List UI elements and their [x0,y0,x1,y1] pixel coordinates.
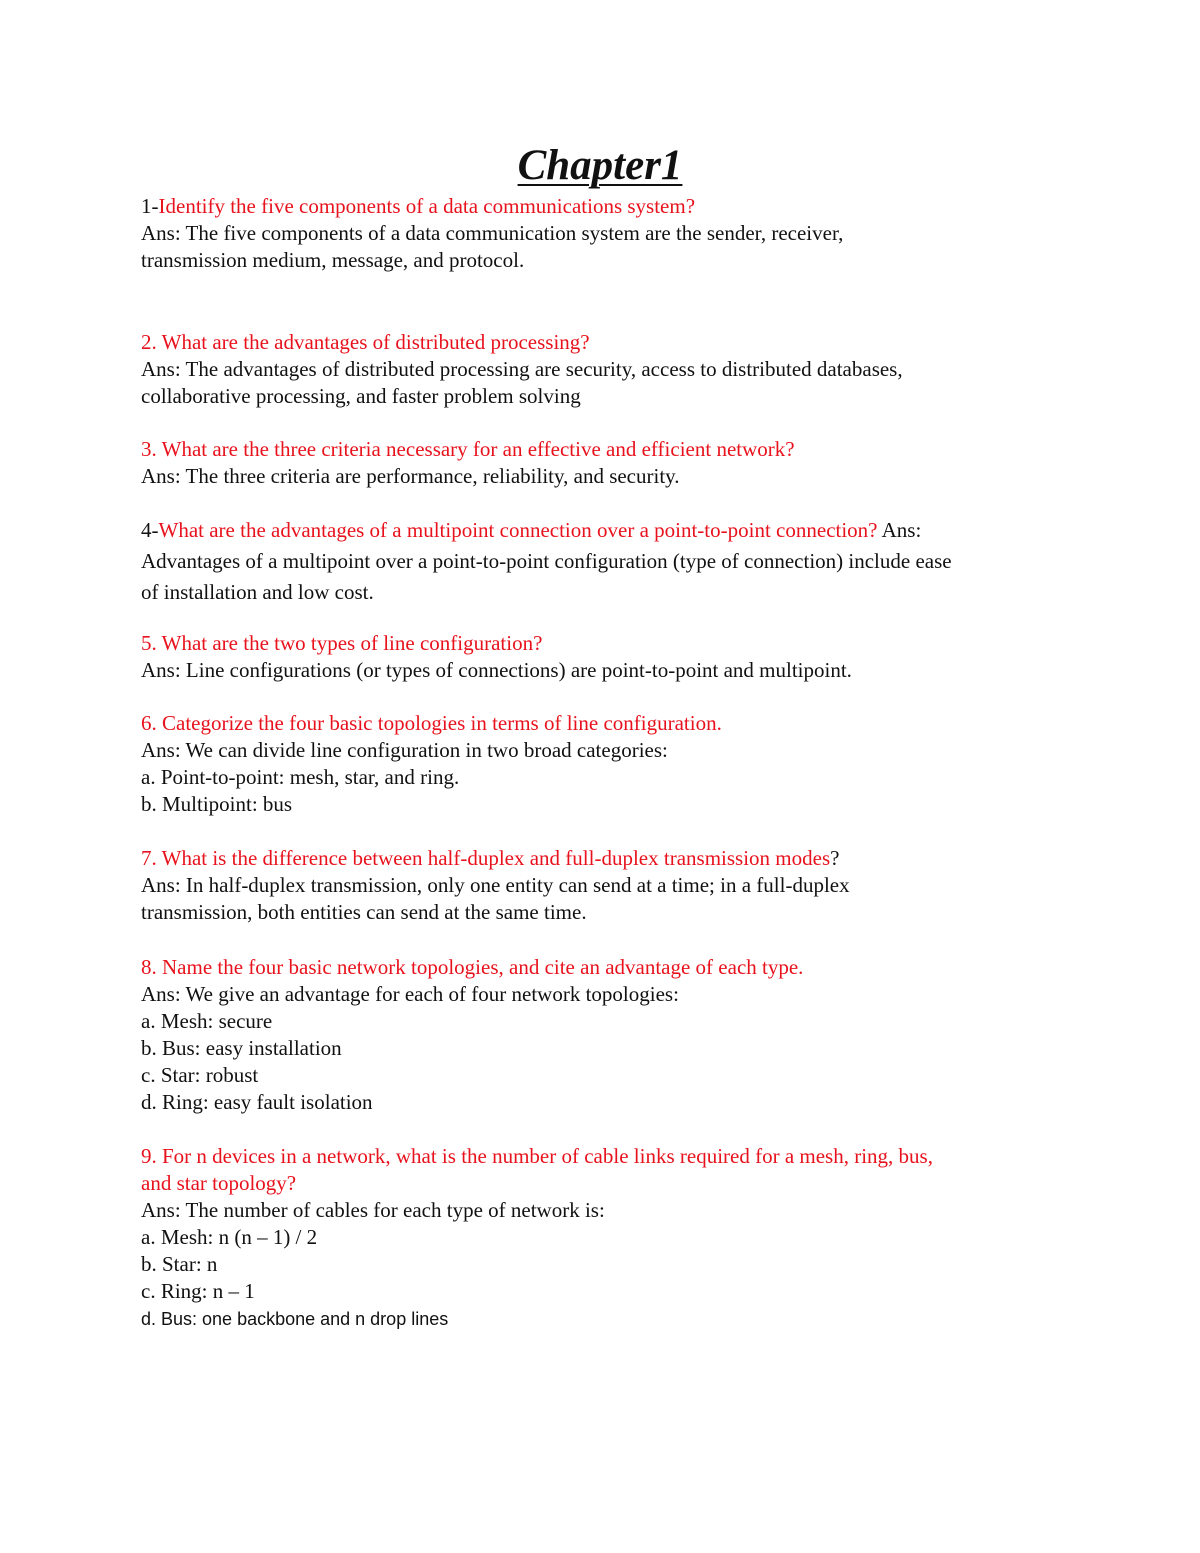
answer-7-line-2: transmission, both entities can send at the same time. [141,900,587,924]
answer-2-line-1: Ans: The advantages of distributed processing are security, access to distributed databases, [141,357,903,381]
question-9-line-2: and star topology? [141,1171,297,1195]
answer-4-line-1: Advantages of a multipoint over a point-to-point configuration (type of connection) include ease [141,549,952,573]
question-1-text: Identify the five components of a data communications system? [158,194,696,218]
question-1 [141,193,695,220]
question-7-text: 7. What is the difference between half-duplex and full-duplex transmission modes [141,846,831,870]
question-8: 8. Name the four basic network topologies, and cite an advantage of each type. [141,955,804,979]
answer-9-line-5: d. Bus: one backbone and n drop lines [141,1309,449,1329]
answer-9-line-4: c. Ring: n – 1 [141,1279,255,1303]
answer-9-line-1: Ans: The number of cables for each type of network is: [141,1198,605,1222]
question-9-line-1: 9. For n devices in a network, what is the number of cable links required for a mesh, ring, bus, [141,1144,933,1168]
answer-8-line-1: Ans: We give an advantage for each of four network topologies: [141,982,679,1006]
question-6: 6. Categorize the four basic topologies in terms of line configuration. [141,711,722,735]
question-1-number: 1- [141,194,159,218]
answer-8-line-4: c. Star: robust [141,1063,259,1087]
answer-8-line-2: a. Mesh: secure [141,1009,273,1033]
question-3: 3. What are the three criteria necessary for an effective and efficient network? [141,437,795,461]
answer-4-line-2: of installation and low cost. [141,580,374,604]
answer-1-line-2: transmission medium, message, and protocol. [141,248,525,272]
answer-3-line-1: Ans: The three criteria are performance, reliability, and security. [141,464,680,488]
question-7 [141,845,839,872]
question-4-number: 4- [141,518,159,542]
answer-1-line-1: Ans: The five components of a data communication system are the sender, receiver, [141,221,844,245]
answer-8-line-3: b. Bus: easy installation [141,1036,342,1060]
question-2: 2. What are the advantages of distributed processing? [141,330,590,354]
answer-8-line-5: d. Ring: easy fault isolation [141,1090,373,1114]
answer-6-line-1: Ans: We can divide line configuration in two broad categories: [141,738,668,762]
answer-2-line-2: collaborative processing, and faster problem solving [141,384,581,408]
answer-4-start: Ans: [877,518,922,542]
answer-9-line-3: b. Star: n [141,1252,218,1276]
page-title: Chapter1 [517,142,683,189]
answer-6-line-2: a. Point-to-point: mesh, star, and ring. [141,765,460,789]
question-5: 5. What are the two types of line configuration? [141,631,543,655]
answer-6-line-3: b. Multipoint: bus [141,792,293,816]
question-4 [141,515,921,546]
question-7-end: ? [830,846,840,870]
answer-5-line-1: Ans: Line configurations (or types of connections) are point-to-point and multipoint. [141,658,852,682]
question-4-text: What are the advantages of a multipoint connection over a point-to-point connection? [158,518,878,542]
answer-9-line-2: a. Mesh: n (n – 1) / 2 [141,1225,318,1249]
answer-7-line-1: Ans: In half-duplex transmission, only one entity can send at a time; in a full-duplex [141,873,850,897]
